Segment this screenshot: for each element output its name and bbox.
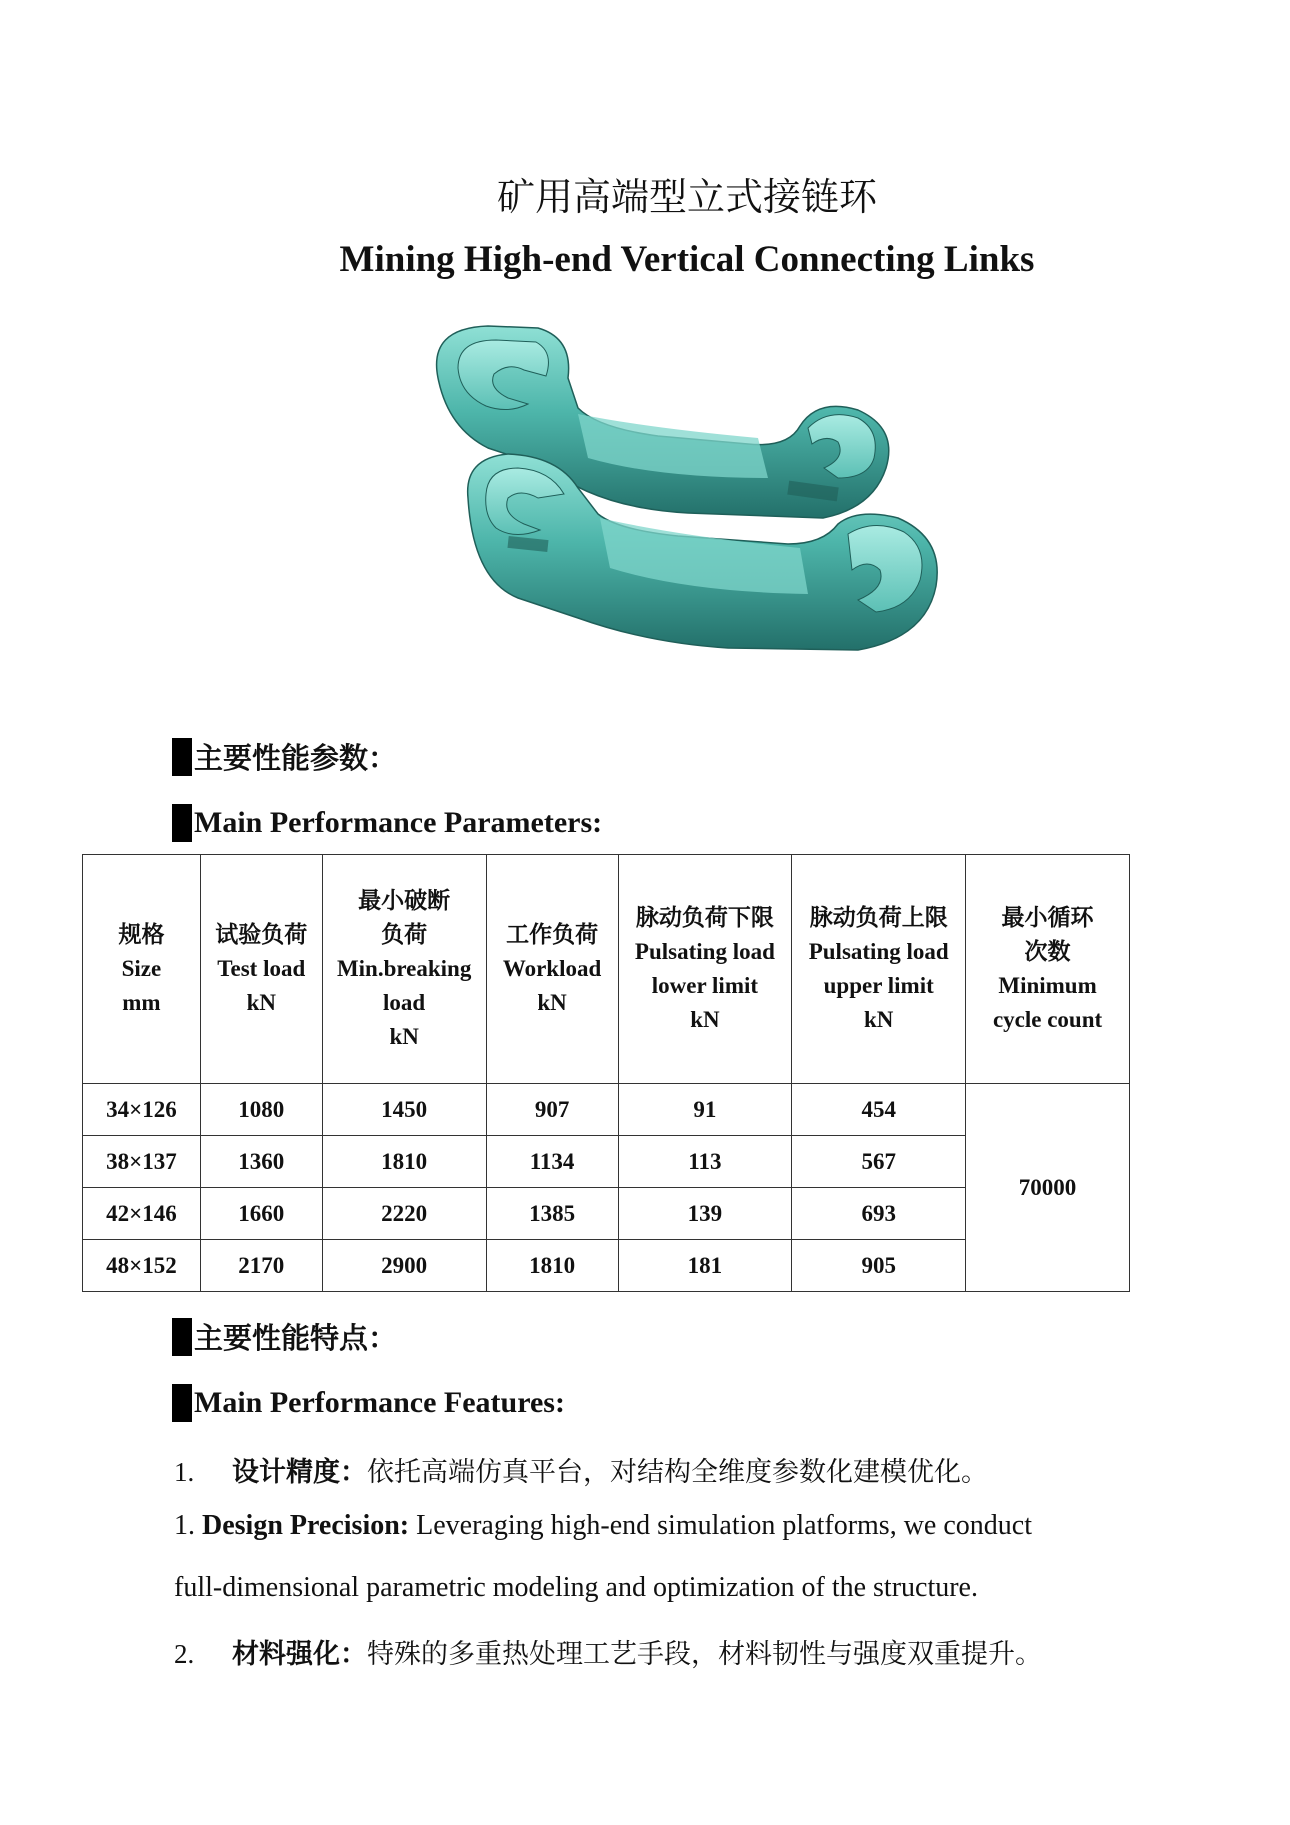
cell-min-breaking-load: 1810 <box>322 1136 486 1188</box>
cell-size: 34×126 <box>83 1084 201 1136</box>
header-min-breaking-load: 最小破断 负荷 Min.breaking load kN <box>322 855 486 1084</box>
bullet-block <box>172 804 192 842</box>
header-pulsating-upper: 脉动负荷上限 Pulsating load upper limit kN <box>792 855 966 1084</box>
header-min-cycle-count: 最小循环 次数 Minimum cycle count <box>966 855 1130 1084</box>
cell-pulsating-upper: 905 <box>792 1240 966 1292</box>
performance-parameters-table <box>82 854 1130 1292</box>
cell-pulsating-lower: 113 <box>618 1136 792 1188</box>
cell-test-load: 1660 <box>200 1188 322 1240</box>
cell-test-load: 1360 <box>200 1136 322 1188</box>
cell-workload: 907 <box>486 1084 618 1136</box>
bullet-block <box>172 1318 192 1356</box>
header-workload: 工作负荷 Workload kN <box>486 855 618 1084</box>
cell-test-load: 1080 <box>200 1084 322 1136</box>
params-heading-en: Main Performance Parameters: <box>172 804 602 842</box>
header-pulsating-lower: 脉动负荷下限 Pulsating load lower limit kN <box>618 855 792 1084</box>
cell-min-breaking-load: 2900 <box>322 1240 486 1292</box>
feature-2-cn: 2. 材料强化：特殊的多重热处理工艺手段，材料韧性与强度双重提升。 <box>174 1639 1042 1670</box>
table-row <box>83 1084 1130 1136</box>
cell-pulsating-lower: 91 <box>618 1084 792 1136</box>
feature-1-en-continued: full-dimensional parametric modeling and optimization of the structure. <box>174 1572 978 1603</box>
features-heading-en: Main Performance Features: <box>172 1384 565 1422</box>
features-heading-cn: 主要性能特点： <box>172 1316 397 1357</box>
cell-workload: 1134 <box>486 1136 618 1188</box>
cell-pulsating-lower: 181 <box>618 1240 792 1292</box>
cell-min-cycle-count: 70000 <box>966 1084 1130 1292</box>
feature-1-cn: 1. 设计精度：依托高端仿真平台，对结构全维度参数化建模优化。 <box>174 1457 988 1488</box>
feature-1-en: 1. Design Precision: Leveraging high-end simulation platforms, we conduct <box>174 1510 1032 1541</box>
title-chinese: 矿用高端型立式接链环 <box>496 175 877 219</box>
cell-workload: 1385 <box>486 1188 618 1240</box>
cell-min-breaking-load: 2220 <box>322 1188 486 1240</box>
cell-min-breaking-load: 1450 <box>322 1084 486 1136</box>
cell-pulsating-upper: 567 <box>792 1136 966 1188</box>
header-size: 规格 Size mm <box>83 855 201 1084</box>
cell-size: 42×146 <box>83 1188 201 1240</box>
cell-pulsating-lower: 139 <box>618 1188 792 1240</box>
cell-test-load: 2170 <box>200 1240 322 1292</box>
header-test-load: 试验负荷 Test load kN <box>200 855 322 1084</box>
cell-pulsating-upper: 693 <box>792 1188 966 1240</box>
cell-pulsating-upper: 454 <box>792 1084 966 1136</box>
connecting-link-illustration <box>428 318 944 668</box>
cell-size: 48×152 <box>83 1240 201 1292</box>
title-english: Mining High-end Vertical Connecting Links <box>339 239 1035 280</box>
bullet-block <box>172 738 192 776</box>
params-heading-cn: 主要性能参数： <box>172 736 397 777</box>
table-header-row <box>83 855 1130 1084</box>
cell-size: 38×137 <box>83 1136 201 1188</box>
cell-workload: 1810 <box>486 1240 618 1292</box>
bullet-block <box>172 1384 192 1422</box>
